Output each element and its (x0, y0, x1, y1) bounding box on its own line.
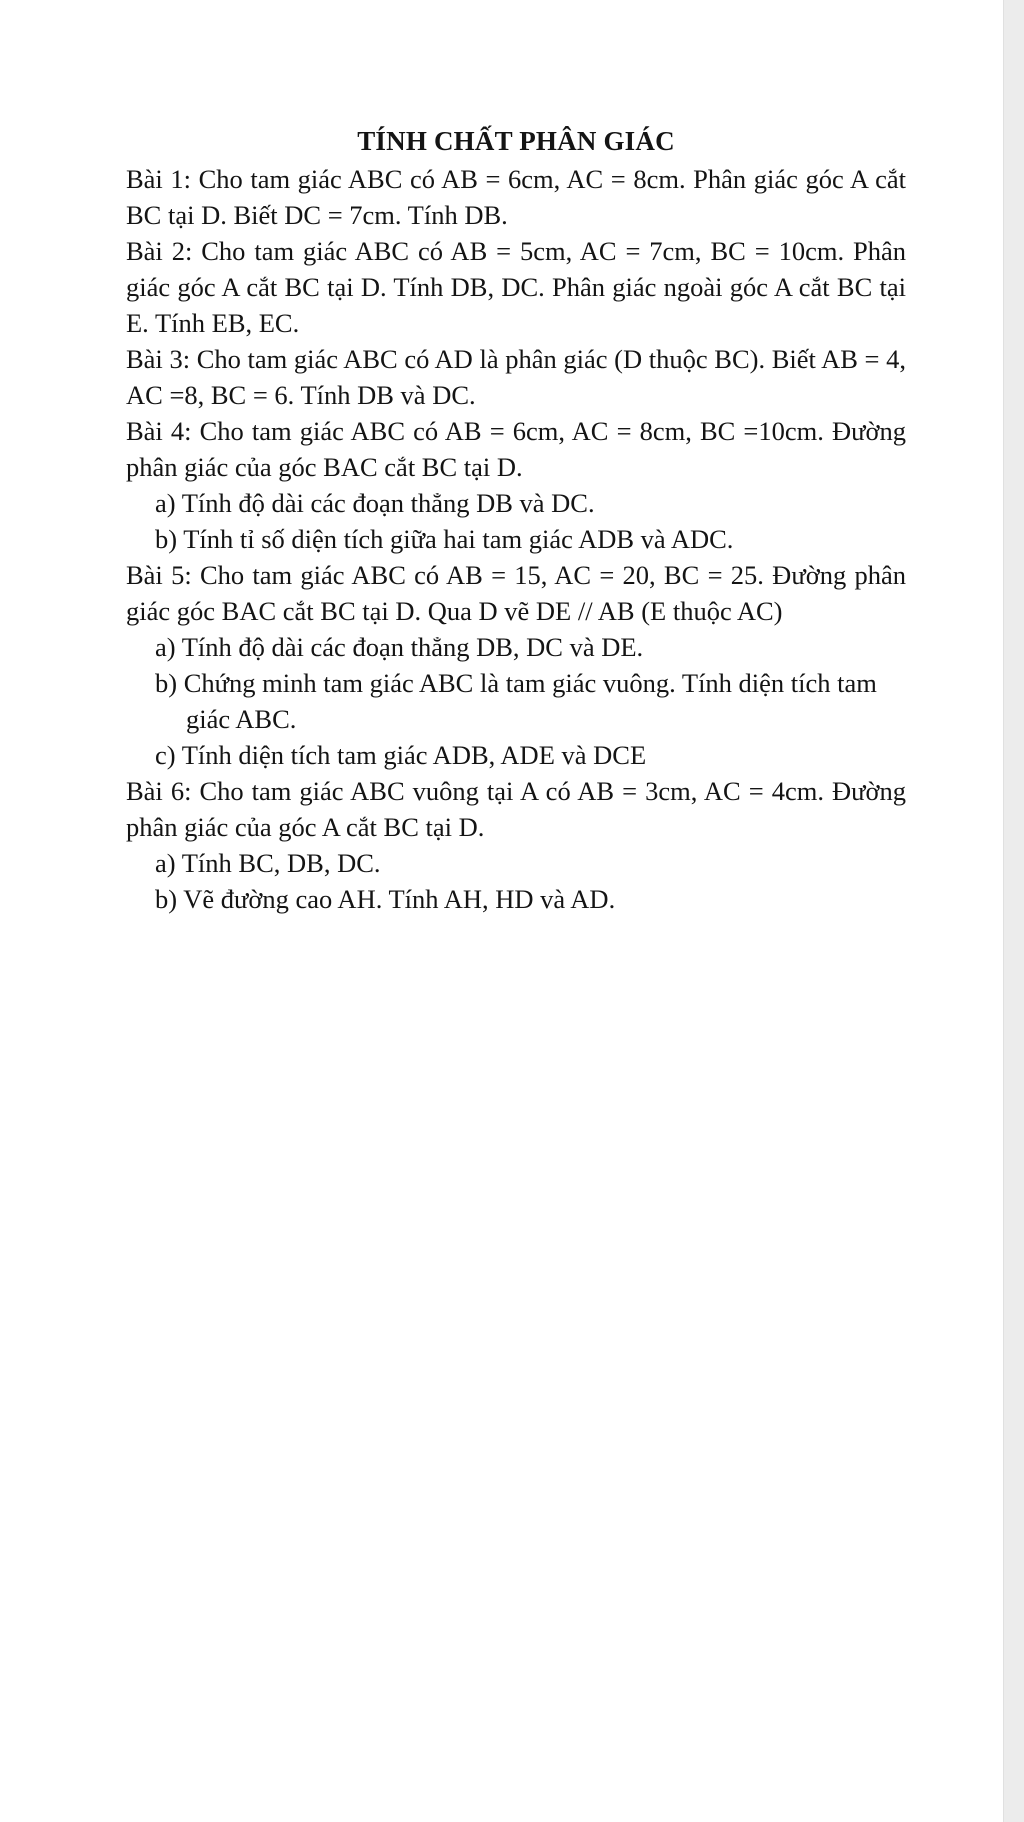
sub-question: c) Tính diện tích tam giác ADB, ADE và DCE (155, 740, 647, 770)
sub-question: b) Tính tỉ số diện tích giữa hai tam giác ADB và ADC. (155, 524, 734, 554)
exercise-3 (126, 341, 906, 413)
exercise-text: Bài 3: Cho tam giác ABC có AD là phân giác (D thuộc BC). Biết AB = 4, AC =8, BC = 6. Tính DB và DC. (126, 344, 906, 410)
exercise-text: Bài 1: Cho tam giác ABC có AB = 6cm, AC = 8cm. Phân giác góc A cắt BC tại D. Biết DC = 7cm. Tính DB. (126, 164, 906, 230)
sub-question: b) Vẽ đường cao AH. Tính AH, HD và AD. (155, 884, 616, 914)
exercise-6 (126, 773, 906, 917)
sub-question: a) Tính độ dài các đoạn thẳng DB, DC và DE. (155, 632, 644, 662)
worksheet (126, 123, 906, 917)
sub-question: a) Tính BC, DB, DC. (155, 848, 381, 878)
exercise-2 (126, 233, 906, 341)
exercise-text: Bài 2: Cho tam giác ABC có AB = 5cm, AC = 7cm, BC = 10cm. Phân giác góc A cắt BC tại D. Tính DB, DC. Phân giác ngoài góc A cắt BC tại E. Tính EB, EC. (126, 236, 906, 338)
exercise-text: Bài 4: Cho tam giác ABC có AB = 6cm, AC = 8cm, BC =10cm. Đường phân giác của góc BAC cắt BC tại D. (126, 416, 906, 482)
exercise-4 (126, 413, 906, 557)
exercise-5 (126, 557, 906, 773)
sub-question: b) Chứng minh tam giác ABC là tam giác vuông. Tính diện tích tam giác ABC. (155, 668, 877, 734)
exercise-text: Bài 6: Cho tam giác ABC vuông tại A có AB = 3cm, AC = 4cm. Đường phân giác của góc A cắt BC tại D. (126, 776, 906, 842)
exercise-1 (126, 161, 906, 233)
page-edge (1003, 0, 1024, 1822)
sub-question: a) Tính độ dài các đoạn thẳng DB và DC. (155, 488, 595, 518)
page-title: TÍNH CHẤT PHÂN GIÁC (357, 126, 675, 156)
exercise-text: Bài 5: Cho tam giác ABC có AB = 15, AC = 20, BC = 25. Đường phân giác góc BAC cắt BC tại D. Qua D vẽ DE // AB (E thuộc AC) (126, 560, 906, 626)
